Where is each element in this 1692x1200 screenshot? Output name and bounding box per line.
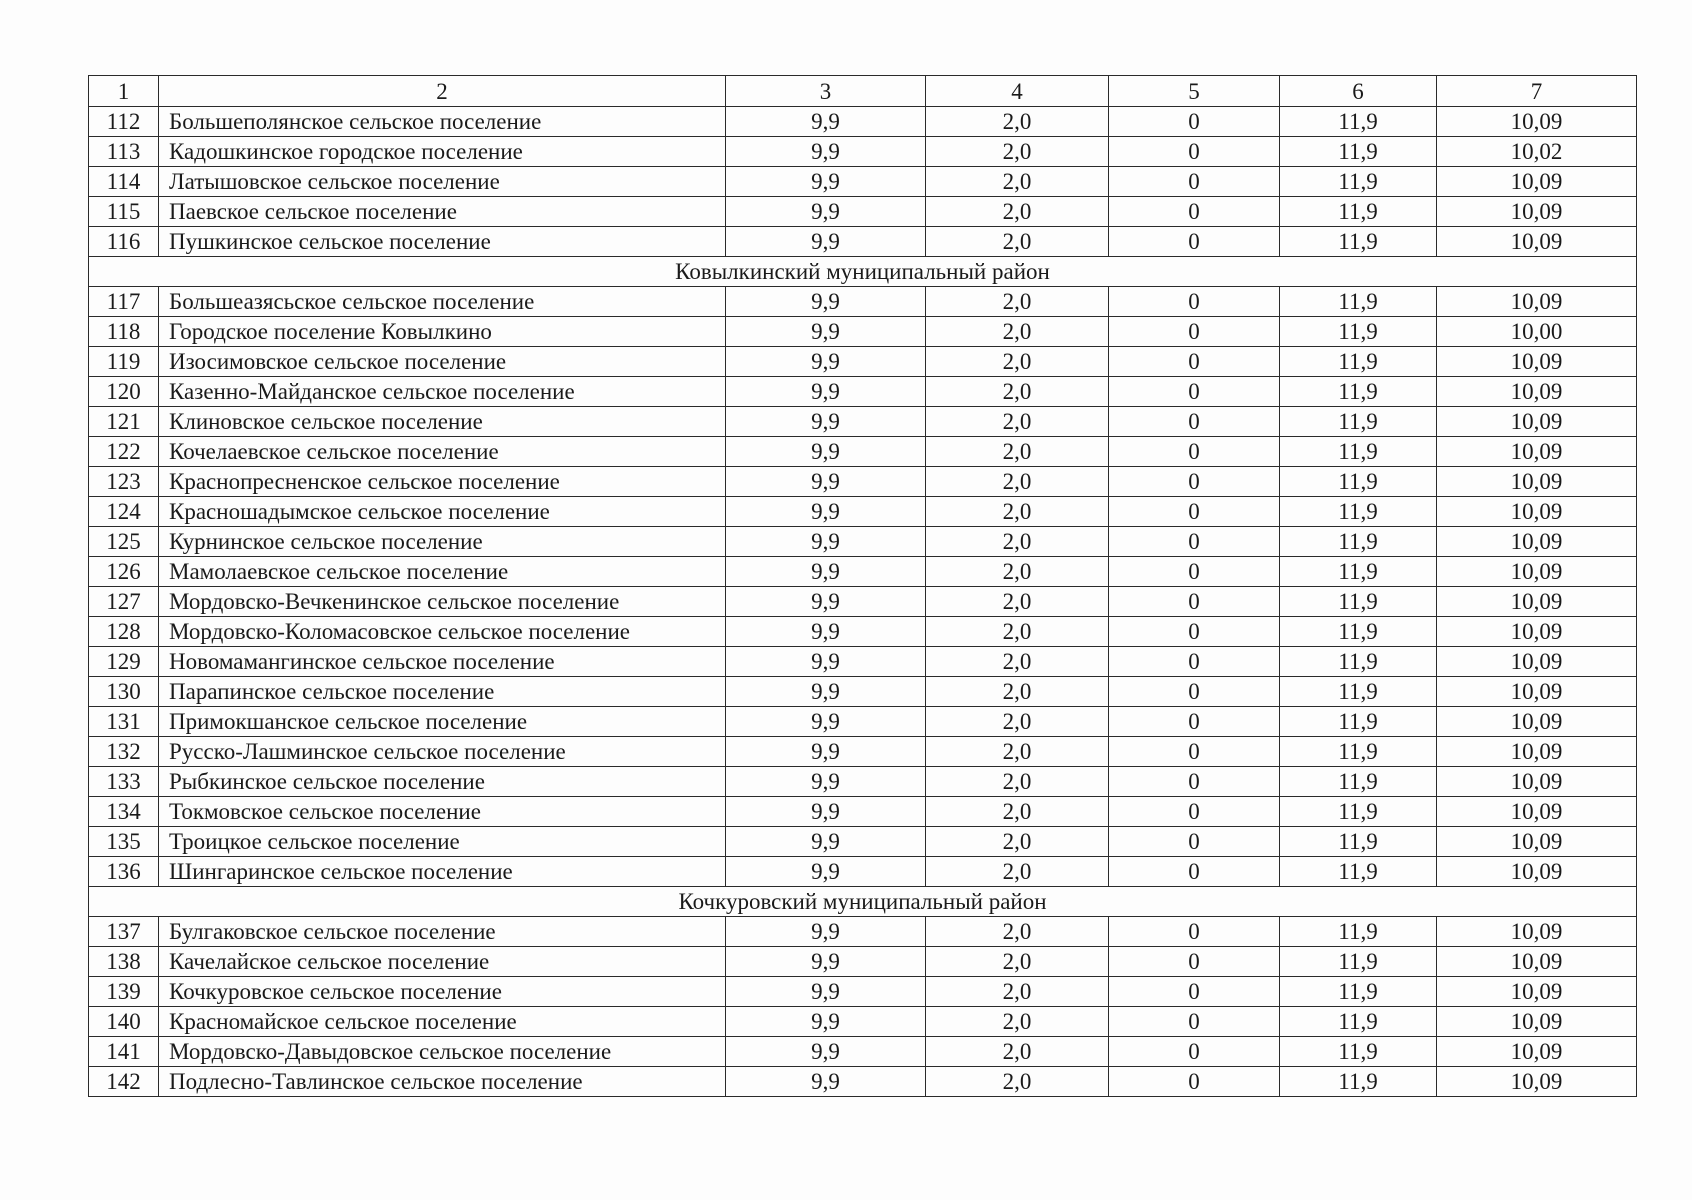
value-col-7: 10,09 (1437, 557, 1637, 587)
table-row (89, 407, 1637, 437)
settlement-name: Кадошкинское городское поселение (159, 137, 726, 167)
value-col-5: 0 (1109, 827, 1280, 857)
value-col-5: 0 (1109, 737, 1280, 767)
table-row (89, 587, 1637, 617)
value-col-4: 2,0 (926, 287, 1109, 317)
settlement-name: Курнинское сельское поселение (159, 527, 726, 557)
row-number: 130 (89, 677, 159, 707)
table-row (89, 647, 1637, 677)
settlement-name: Городское поселение Ковылкино (159, 317, 726, 347)
value-col-7: 10,09 (1437, 677, 1637, 707)
value-col-5: 0 (1109, 857, 1280, 887)
data-table (88, 75, 1637, 1097)
row-number: 117 (89, 287, 159, 317)
table-row (89, 677, 1637, 707)
settlement-name: Изосимовское сельское поселение (159, 347, 726, 377)
table-row (89, 827, 1637, 857)
row-number: 141 (89, 1037, 159, 1067)
value-col-3: 9,9 (726, 437, 926, 467)
settlement-name: Подлесно-Тавлинское сельское поселение (159, 1067, 726, 1097)
value-col-7: 10,09 (1437, 797, 1637, 827)
header-col-6: 6 (1280, 76, 1437, 107)
settlement-name: Парапинское сельское поселение (159, 677, 726, 707)
value-col-3: 9,9 (726, 197, 926, 227)
table-row (89, 1037, 1637, 1067)
settlement-name: Паевское сельское поселение (159, 197, 726, 227)
table-row (89, 767, 1637, 797)
row-number: 112 (89, 107, 159, 137)
table-row (89, 857, 1637, 887)
settlement-name: Пушкинское сельское поселение (159, 227, 726, 257)
value-col-3: 9,9 (726, 647, 926, 677)
value-col-4: 2,0 (926, 797, 1109, 827)
value-col-4: 2,0 (926, 437, 1109, 467)
value-col-4: 2,0 (926, 737, 1109, 767)
value-col-6: 11,9 (1280, 1067, 1437, 1097)
table-row (89, 437, 1637, 467)
header-col-5: 5 (1109, 76, 1280, 107)
row-number: 120 (89, 377, 159, 407)
table-header (89, 76, 1637, 107)
header-col-3: 3 (726, 76, 926, 107)
value-col-6: 11,9 (1280, 737, 1437, 767)
settlement-name: Клиновское сельское поселение (159, 407, 726, 437)
settlement-name: Булгаковское сельское поселение (159, 917, 726, 947)
value-col-3: 9,9 (726, 977, 926, 1007)
row-number: 124 (89, 497, 159, 527)
row-number: 140 (89, 1007, 159, 1037)
value-col-4: 2,0 (926, 137, 1109, 167)
table-row (89, 947, 1637, 977)
row-number: 134 (89, 797, 159, 827)
value-col-4: 2,0 (926, 497, 1109, 527)
value-col-5: 0 (1109, 1067, 1280, 1097)
row-number: 132 (89, 737, 159, 767)
value-col-6: 11,9 (1280, 857, 1437, 887)
value-col-6: 11,9 (1280, 377, 1437, 407)
value-col-5: 0 (1109, 467, 1280, 497)
value-col-7: 10,09 (1437, 707, 1637, 737)
settlement-name: Мордовско-Коломасовское сельское поселение (159, 617, 726, 647)
value-col-6: 11,9 (1280, 287, 1437, 317)
value-col-3: 9,9 (726, 347, 926, 377)
value-col-7: 10,02 (1437, 137, 1637, 167)
value-col-6: 11,9 (1280, 917, 1437, 947)
value-col-5: 0 (1109, 137, 1280, 167)
value-col-4: 2,0 (926, 767, 1109, 797)
value-col-7: 10,09 (1437, 587, 1637, 617)
table-row (89, 287, 1637, 317)
value-col-6: 11,9 (1280, 587, 1437, 617)
table-row (89, 137, 1637, 167)
table-row (89, 1067, 1637, 1097)
value-col-5: 0 (1109, 977, 1280, 1007)
value-col-5: 0 (1109, 917, 1280, 947)
table-row (89, 797, 1637, 827)
value-col-7: 10,09 (1437, 437, 1637, 467)
value-col-6: 11,9 (1280, 497, 1437, 527)
row-number: 121 (89, 407, 159, 437)
row-number: 123 (89, 467, 159, 497)
row-number: 129 (89, 647, 159, 677)
settlement-name: Мамолаевское сельское поселение (159, 557, 726, 587)
value-col-6: 11,9 (1280, 617, 1437, 647)
row-number: 136 (89, 857, 159, 887)
value-col-4: 2,0 (926, 917, 1109, 947)
value-col-5: 0 (1109, 107, 1280, 137)
table-row (89, 737, 1637, 767)
value-col-7: 10,09 (1437, 917, 1637, 947)
value-col-4: 2,0 (926, 617, 1109, 647)
table-row (89, 557, 1637, 587)
value-col-4: 2,0 (926, 1067, 1109, 1097)
table-row (89, 497, 1637, 527)
value-col-7: 10,09 (1437, 107, 1637, 137)
value-col-5: 0 (1109, 707, 1280, 737)
value-col-3: 9,9 (726, 1067, 926, 1097)
district-title: Кочкуровский муниципальный район (89, 887, 1637, 917)
value-col-3: 9,9 (726, 167, 926, 197)
value-col-5: 0 (1109, 647, 1280, 677)
row-number: 138 (89, 947, 159, 977)
row-number: 113 (89, 137, 159, 167)
settlement-name: Большеазясьское сельское поселение (159, 287, 726, 317)
row-number: 126 (89, 557, 159, 587)
value-col-5: 0 (1109, 317, 1280, 347)
value-col-5: 0 (1109, 617, 1280, 647)
value-col-3: 9,9 (726, 917, 926, 947)
row-number: 122 (89, 437, 159, 467)
table-row (89, 377, 1637, 407)
value-col-3: 9,9 (726, 107, 926, 137)
value-col-6: 11,9 (1280, 797, 1437, 827)
value-col-7: 10,09 (1437, 1007, 1637, 1037)
value-col-7: 10,09 (1437, 617, 1637, 647)
value-col-4: 2,0 (926, 347, 1109, 377)
table-body (89, 107, 1637, 1097)
value-col-5: 0 (1109, 587, 1280, 617)
value-col-7: 10,09 (1437, 227, 1637, 257)
table-row (89, 347, 1637, 377)
district-title: Ковылкинский муниципальный район (89, 257, 1637, 287)
table-row (89, 467, 1637, 497)
value-col-3: 9,9 (726, 947, 926, 977)
header-col-7: 7 (1437, 76, 1637, 107)
settlement-name: Новомамангинское сельское поселение (159, 647, 726, 677)
value-col-4: 2,0 (926, 227, 1109, 257)
settlement-name: Мордовско-Давыдовское сельское поселение (159, 1037, 726, 1067)
value-col-3: 9,9 (726, 137, 926, 167)
value-col-4: 2,0 (926, 467, 1109, 497)
value-col-4: 2,0 (926, 407, 1109, 437)
header-row (89, 76, 1637, 107)
value-col-6: 11,9 (1280, 947, 1437, 977)
table-row (89, 707, 1637, 737)
settlement-name: Кочкуровское сельское поселение (159, 977, 726, 1007)
value-col-3: 9,9 (726, 857, 926, 887)
settlement-name: Большеполянское сельское поселение (159, 107, 726, 137)
value-col-3: 9,9 (726, 467, 926, 497)
row-number: 125 (89, 527, 159, 557)
value-col-5: 0 (1109, 527, 1280, 557)
table-row (89, 227, 1637, 257)
value-col-6: 11,9 (1280, 347, 1437, 377)
row-number: 133 (89, 767, 159, 797)
value-col-5: 0 (1109, 167, 1280, 197)
value-col-4: 2,0 (926, 677, 1109, 707)
value-col-5: 0 (1109, 1007, 1280, 1037)
header-col-4: 4 (926, 76, 1109, 107)
value-col-6: 11,9 (1280, 527, 1437, 557)
value-col-6: 11,9 (1280, 557, 1437, 587)
row-number: 127 (89, 587, 159, 617)
row-number: 115 (89, 197, 159, 227)
table-row (89, 617, 1637, 647)
value-col-3: 9,9 (726, 587, 926, 617)
value-col-6: 11,9 (1280, 827, 1437, 857)
table-row (89, 317, 1637, 347)
value-col-5: 0 (1109, 227, 1280, 257)
value-col-7: 10,09 (1437, 287, 1637, 317)
value-col-7: 10,09 (1437, 197, 1637, 227)
value-col-3: 9,9 (726, 317, 926, 347)
value-col-7: 10,09 (1437, 377, 1637, 407)
value-col-4: 2,0 (926, 377, 1109, 407)
value-col-3: 9,9 (726, 827, 926, 857)
value-col-4: 2,0 (926, 857, 1109, 887)
value-col-6: 11,9 (1280, 467, 1437, 497)
value-col-4: 2,0 (926, 197, 1109, 227)
value-col-3: 9,9 (726, 287, 926, 317)
table-row (89, 107, 1637, 137)
value-col-7: 10,09 (1437, 527, 1637, 557)
table-row (89, 1007, 1637, 1037)
row-number: 116 (89, 227, 159, 257)
table-row (89, 977, 1637, 1007)
value-col-6: 11,9 (1280, 407, 1437, 437)
value-col-3: 9,9 (726, 377, 926, 407)
value-col-3: 9,9 (726, 797, 926, 827)
value-col-5: 0 (1109, 497, 1280, 527)
value-col-7: 10,09 (1437, 497, 1637, 527)
value-col-6: 11,9 (1280, 167, 1437, 197)
value-col-6: 11,9 (1280, 677, 1437, 707)
value-col-7: 10,09 (1437, 827, 1637, 857)
value-col-4: 2,0 (926, 827, 1109, 857)
row-number: 114 (89, 167, 159, 197)
row-number: 137 (89, 917, 159, 947)
value-col-3: 9,9 (726, 617, 926, 647)
value-col-7: 10,09 (1437, 347, 1637, 377)
row-number: 135 (89, 827, 159, 857)
value-col-4: 2,0 (926, 557, 1109, 587)
row-number: 118 (89, 317, 159, 347)
row-number: 139 (89, 977, 159, 1007)
settlement-name: Красномайское сельское поселение (159, 1007, 726, 1037)
value-col-5: 0 (1109, 407, 1280, 437)
value-col-5: 0 (1109, 797, 1280, 827)
value-col-5: 0 (1109, 557, 1280, 587)
value-col-6: 11,9 (1280, 437, 1437, 467)
district-heading-row (89, 257, 1637, 287)
value-col-4: 2,0 (926, 317, 1109, 347)
value-col-4: 2,0 (926, 707, 1109, 737)
value-col-5: 0 (1109, 947, 1280, 977)
value-col-4: 2,0 (926, 977, 1109, 1007)
value-col-7: 10,09 (1437, 467, 1637, 497)
value-col-3: 9,9 (726, 527, 926, 557)
settlement-name: Латышовское сельское поселение (159, 167, 726, 197)
row-number: 142 (89, 1067, 159, 1097)
value-col-4: 2,0 (926, 107, 1109, 137)
value-col-4: 2,0 (926, 527, 1109, 557)
settlement-name: Русско-Лашминское сельское поселение (159, 737, 726, 767)
value-col-3: 9,9 (726, 677, 926, 707)
settlement-name: Рыбкинское сельское поселение (159, 767, 726, 797)
value-col-7: 10,09 (1437, 947, 1637, 977)
value-col-3: 9,9 (726, 737, 926, 767)
value-col-7: 10,09 (1437, 977, 1637, 1007)
settlement-name: Казенно-Майданское сельское поселение (159, 377, 726, 407)
value-col-4: 2,0 (926, 587, 1109, 617)
value-col-7: 10,00 (1437, 317, 1637, 347)
value-col-4: 2,0 (926, 1037, 1109, 1067)
value-col-6: 11,9 (1280, 707, 1437, 737)
table-row (89, 167, 1637, 197)
value-col-5: 0 (1109, 347, 1280, 377)
value-col-6: 11,9 (1280, 107, 1437, 137)
value-col-5: 0 (1109, 677, 1280, 707)
value-col-3: 9,9 (726, 1007, 926, 1037)
value-col-7: 10,09 (1437, 407, 1637, 437)
value-col-6: 11,9 (1280, 227, 1437, 257)
table-row (89, 197, 1637, 227)
settlement-name: Красношадымское сельское поселение (159, 497, 726, 527)
value-col-3: 9,9 (726, 1037, 926, 1067)
row-number: 128 (89, 617, 159, 647)
value-col-3: 9,9 (726, 497, 926, 527)
header-col-2: 2 (159, 76, 726, 107)
value-col-5: 0 (1109, 287, 1280, 317)
value-col-3: 9,9 (726, 407, 926, 437)
value-col-6: 11,9 (1280, 1037, 1437, 1067)
value-col-3: 9,9 (726, 767, 926, 797)
table-row (89, 527, 1637, 557)
value-col-5: 0 (1109, 767, 1280, 797)
value-col-6: 11,9 (1280, 977, 1437, 1007)
value-col-3: 9,9 (726, 557, 926, 587)
value-col-7: 10,09 (1437, 1037, 1637, 1067)
settlement-name: Примокшанское сельское поселение (159, 707, 726, 737)
value-col-7: 10,09 (1437, 1067, 1637, 1097)
value-col-5: 0 (1109, 1037, 1280, 1067)
value-col-6: 11,9 (1280, 197, 1437, 227)
settlement-name: Качелайское сельское поселение (159, 947, 726, 977)
settlement-name: Мордовско-Вечкенинское сельское поселение (159, 587, 726, 617)
value-col-5: 0 (1109, 377, 1280, 407)
value-col-5: 0 (1109, 197, 1280, 227)
settlement-name: Троицкое сельское поселение (159, 827, 726, 857)
value-col-5: 0 (1109, 437, 1280, 467)
settlement-name: Краснопресненское сельское поселение (159, 467, 726, 497)
value-col-6: 11,9 (1280, 317, 1437, 347)
value-col-7: 10,09 (1437, 647, 1637, 677)
value-col-4: 2,0 (926, 647, 1109, 677)
row-number: 119 (89, 347, 159, 377)
value-col-4: 2,0 (926, 1007, 1109, 1037)
value-col-4: 2,0 (926, 947, 1109, 977)
settlement-name: Шингаринское сельское поселение (159, 857, 726, 887)
value-col-7: 10,09 (1437, 167, 1637, 197)
value-col-7: 10,09 (1437, 767, 1637, 797)
value-col-6: 11,9 (1280, 137, 1437, 167)
table-row (89, 917, 1637, 947)
value-col-6: 11,9 (1280, 1007, 1437, 1037)
value-col-7: 10,09 (1437, 857, 1637, 887)
settlement-name: Токмовское сельское поселение (159, 797, 726, 827)
district-heading-row (89, 887, 1637, 917)
value-col-3: 9,9 (726, 707, 926, 737)
header-col-1: 1 (89, 76, 159, 107)
value-col-4: 2,0 (926, 167, 1109, 197)
value-col-6: 11,9 (1280, 767, 1437, 797)
row-number: 131 (89, 707, 159, 737)
value-col-3: 9,9 (726, 227, 926, 257)
value-col-7: 10,09 (1437, 737, 1637, 767)
value-col-6: 11,9 (1280, 647, 1437, 677)
settlement-name: Кочелаевское сельское поселение (159, 437, 726, 467)
